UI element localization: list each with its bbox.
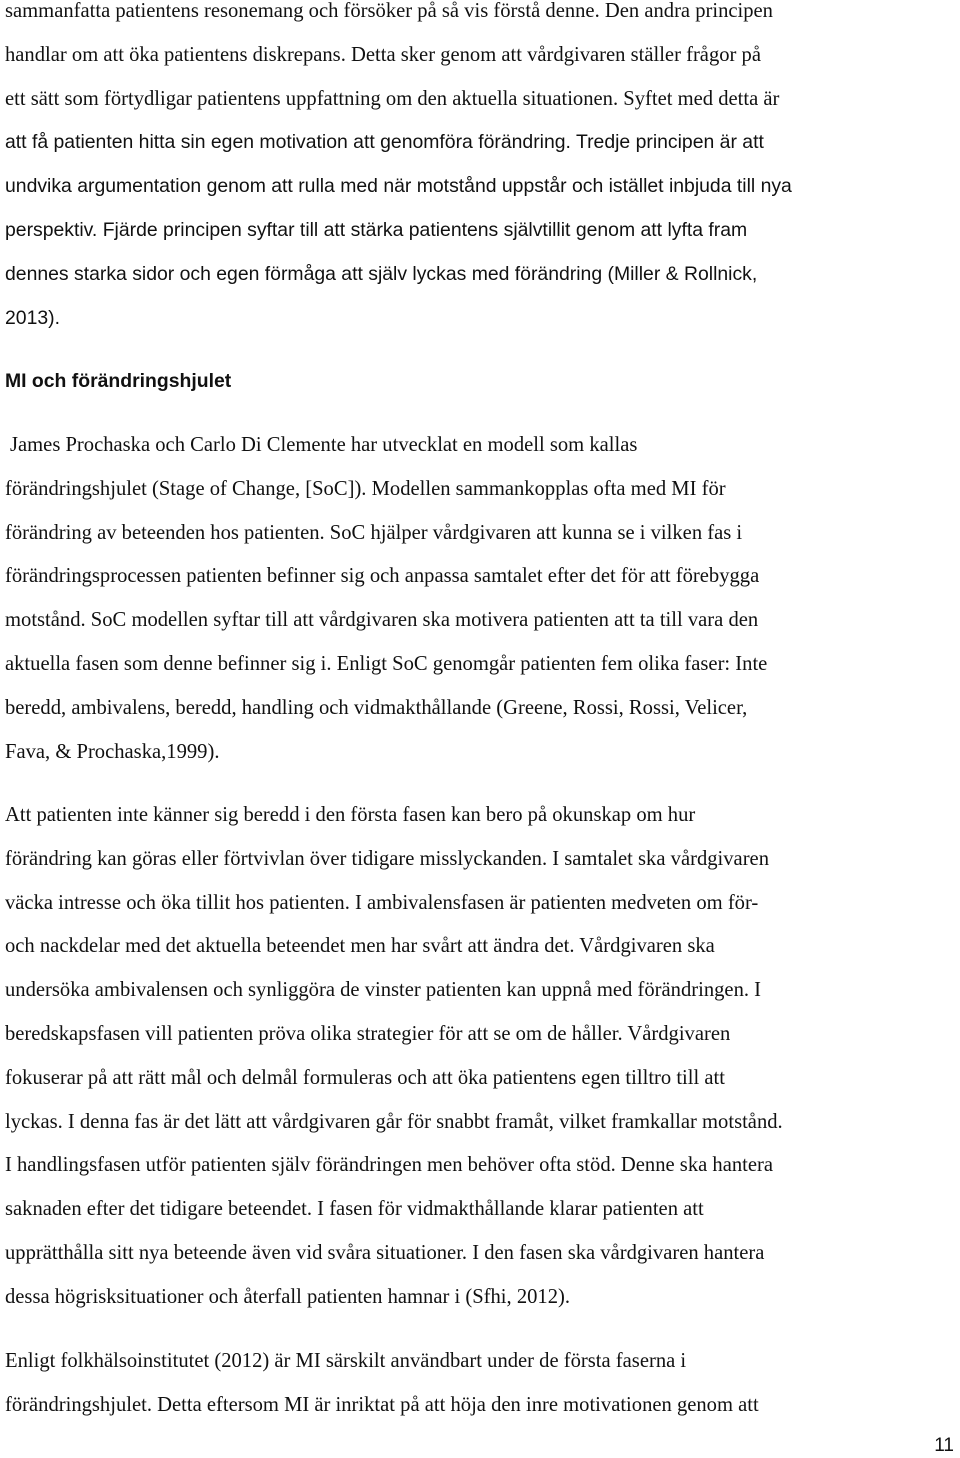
page-number: 11 [934, 1435, 954, 1456]
text-line: beredskapsfasen vill patienten pröva olika strategier för att se om de håller. Vårdgivaren [5, 1022, 731, 1045]
text-line: I handlingsfasen utför patienten själv förändringen men behöver ofta stöd. Denne ska hantera [5, 1154, 774, 1177]
text-line: Att patienten inte känner sig beredd i den första fasen kan bero på okunskap om hur [5, 804, 696, 826]
text-line: undvika argumentation genom att rulla med när motstånd uppstår och istället inbjuda till nya [5, 175, 792, 198]
text-line: fokuserar på att rätt mål och delmål formuleras och att öka patientens egen tilltro till att [5, 1066, 725, 1089]
text-line: motstånd. SoC modellen syftar till att vårdgivaren ska motivera patienten att ta till vara den [5, 609, 759, 632]
text-line: James Prochaska och Carlo Di Clemente har utvecklat en modell som kallas [10, 434, 638, 456]
text-line: upprätthålla sitt nya beteende även vid svåra situationer. I den fasen ska vårdgivaren hantera [5, 1241, 765, 1264]
text-line: perspektiv. Fjärde principen syftar till att stärka patientens självtillit genom att lyfta fram [5, 218, 748, 241]
text-line: beredd, ambivalens, beredd, handling och vidmakthållande (Greene, Rossi, Rossi, Velicer, [5, 696, 748, 719]
text-line: förändringshjulet. Detta eftersom MI är inriktat på att höja den inre motivationen genom att [5, 1393, 759, 1416]
text-line: aktuella fasen som denne befinner sig i. Enligt SoC genomgår patienten fem olika faser: Inte [5, 652, 768, 675]
text-line: Enligt folkhälsoinstitutet (2012) är MI särskilt användbart under de första faserna i [5, 1350, 687, 1372]
text-line: förändring kan göras eller förtvivlan över tidigare misslyckanden. I samtalet ska vårdgivaren [5, 847, 769, 870]
text-line: undersöka ambivalensen och synliggöra de vinster patienten kan uppnå med förändringen. I [5, 979, 762, 1002]
text-line: Fava, & Prochaska,1999). [5, 740, 220, 763]
text-line: förändring av beteenden hos patienten. SoC hjälper vårdgivaren att kunna se i vilken fas i [5, 521, 743, 544]
text-line: förändringshjulet (Stage of Change, [SoC]). Modellen sammankopplas ofta med MI för [5, 477, 726, 500]
section-heading: MI och förändringshjulet [5, 370, 232, 392]
text-line: lyckas. I denna fas är det lätt att vårdgivaren går för snabbt framåt, vilket framkallar motstånd. [5, 1110, 783, 1133]
text-line: dessa högrisksituationer och återfall patienten hamnar i (Sfhi, 2012). [5, 1285, 571, 1308]
text-line: att få patienten hitta sin egen motivation att genomföra förändring. Tredje principen är att [5, 131, 764, 154]
text-line: dennes starka sidor och egen förmåga att själv lyckas med förändring (Miller & Rollnick, [5, 262, 758, 285]
text-line: handlar om att öka patientens diskrepans. Detta sker genom att vårdgivaren ställer frågor på [5, 43, 761, 66]
text-line: sammanfatta patientens resonemang och försöker på så vis förstå denne. Den andra principen [5, 0, 773, 22]
text-line: väcka intresse och öka tillit hos patienten. I ambivalensfasen är patienten medveten om för- [5, 891, 759, 914]
text-line: förändringsprocessen patienten befinner sig och anpassa samtalet efter det för att förebygga [5, 565, 760, 588]
paragraph-stages-of-change [5, 424, 767, 774]
paragraph-folkhalsoinstitutet [5, 1340, 759, 1428]
text-line: 2013). [5, 306, 60, 329]
text-line: saknaden efter det tidigare beteendet. I fasen för vidmakthållande klarar patienten att [5, 1198, 704, 1221]
text-line: ett sätt som förtydligar patientens uppfattning om den aktuella situationen. Syftet med detta är [5, 87, 780, 110]
paragraph-motivational-principles [5, 0, 792, 340]
paragraph-phase-description [5, 794, 783, 1320]
text-line: och nackdelar med det aktuella beteendet men har svårt att ändra det. Vårdgivaren ska [5, 935, 715, 958]
